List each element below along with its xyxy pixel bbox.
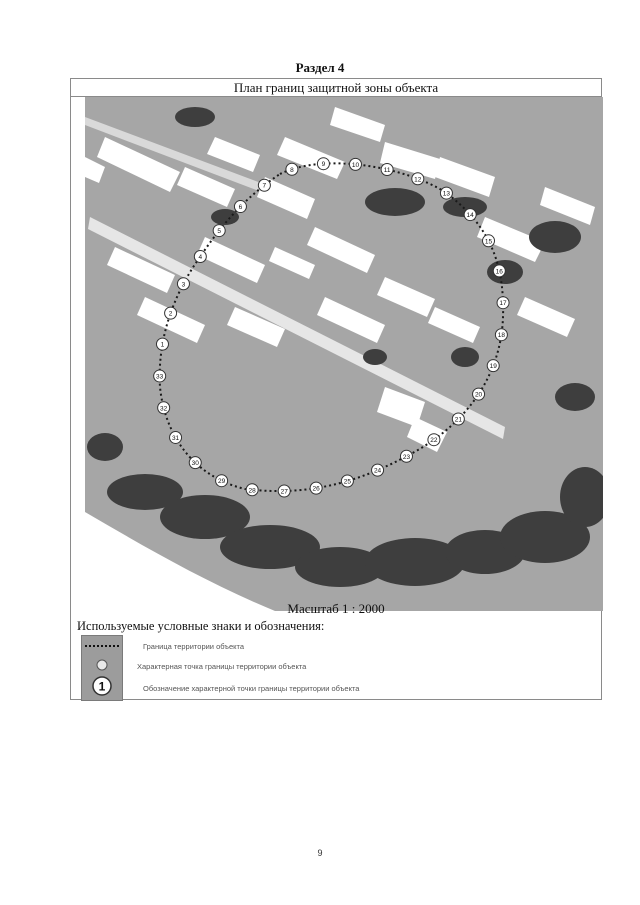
- boundary-point: [473, 388, 485, 400]
- boundary-point-label: 31: [171, 434, 180, 442]
- aerial-map-svg: [85, 97, 603, 611]
- boundary-point-label: 32: [160, 405, 168, 413]
- boundary-point: [156, 338, 168, 350]
- legend-item-boundary: Граница территории объекта: [143, 642, 245, 651]
- boundary-point-label: 20: [474, 391, 483, 399]
- boundary-point-label: 11: [383, 167, 391, 175]
- boundary-point: [213, 225, 225, 237]
- boundary-point-label: 33: [156, 373, 164, 381]
- boundary-point: [440, 187, 452, 199]
- boundary-point: [483, 235, 495, 247]
- boundary-point: [495, 329, 507, 341]
- legend-point-symbol: [97, 660, 107, 670]
- boundary-point-label: 2: [168, 310, 173, 318]
- boundary-point: [464, 209, 476, 221]
- boundary-point-label: 17: [499, 300, 507, 308]
- boundary-point-label: 7: [262, 182, 267, 190]
- boundary-point: [216, 475, 228, 487]
- boundary-point: [246, 484, 258, 496]
- boundary-point: [412, 173, 424, 185]
- boundary-point-label: 27: [280, 488, 288, 496]
- boundary-point: [341, 475, 353, 487]
- boundary-point: [428, 434, 440, 446]
- boundary-point: [317, 158, 329, 170]
- plan-title: План границ защитной зоны объекта: [71, 80, 601, 97]
- boundary-point-label: 24: [373, 467, 382, 475]
- boundary-point: [189, 457, 201, 469]
- boundary-point-label: 9: [321, 161, 326, 169]
- boundary-point-label: 22: [430, 437, 438, 445]
- boundary-point: [310, 482, 322, 494]
- legend-number: 1: [98, 679, 106, 694]
- scale-label: Масштаб 1 : 2000: [287, 601, 385, 616]
- boundary-point-label: 30: [191, 460, 199, 468]
- boundary-point: [372, 464, 384, 476]
- boundary-point: [493, 265, 505, 277]
- boundary-point-label: 13: [442, 190, 451, 198]
- boundary-point: [194, 251, 206, 263]
- boundary-point-label: 18: [497, 332, 506, 340]
- legend-symbols: [81, 635, 123, 701]
- boundary-point: [177, 278, 189, 290]
- boundary-point: [497, 297, 509, 309]
- boundary-point: [258, 179, 270, 191]
- boundary-point: [349, 158, 361, 170]
- boundary-point-label: 8: [290, 166, 294, 174]
- boundary-point: [158, 402, 170, 414]
- boundary-point: [165, 307, 177, 319]
- boundary-point-label: 19: [489, 363, 497, 371]
- boundary-point-label: 25: [343, 478, 352, 486]
- boundary-point-label: 4: [198, 254, 203, 262]
- legend-item-point: Характерная точка границы территории объекта: [137, 662, 307, 671]
- boundary-point: [286, 163, 298, 175]
- boundary-point-label: 28: [248, 487, 256, 495]
- boundary-point-label: 12: [414, 176, 422, 184]
- page-number: 9: [317, 848, 323, 858]
- section-title: Раздел 4: [295, 60, 345, 75]
- boundary-point: [170, 431, 182, 443]
- legend-title: Используемые условные знаки и обозначения:: [77, 619, 325, 633]
- boundary-point-label: 16: [495, 268, 503, 276]
- legend-item-numbered-point: Обозначение характерной точки границы территории объекта: [143, 684, 360, 693]
- aerial-map: [85, 97, 603, 611]
- boundary-point-label: 23: [402, 453, 411, 461]
- boundary-point: [278, 485, 290, 497]
- plan-frame: [70, 78, 602, 700]
- boundary-point-label: 21: [454, 416, 462, 424]
- boundary-point: [234, 201, 246, 213]
- boundary-point-label: 29: [217, 478, 226, 486]
- boundary-point: [487, 360, 499, 372]
- boundary-point-label: 1: [160, 341, 165, 349]
- boundary-point: [400, 450, 412, 462]
- boundary-point-label: 15: [484, 238, 493, 246]
- boundary-point-label: 26: [312, 485, 320, 493]
- boundary-point: [452, 413, 464, 425]
- boundary-point-label: 10: [351, 161, 360, 169]
- boundary-point-label: 3: [181, 281, 186, 289]
- boundary-point: [381, 164, 393, 176]
- boundary-point-label: 6: [238, 204, 243, 212]
- boundary-point: [154, 370, 166, 382]
- boundary-point-label: 14: [466, 212, 474, 220]
- boundary-point-label: 5: [217, 228, 221, 236]
